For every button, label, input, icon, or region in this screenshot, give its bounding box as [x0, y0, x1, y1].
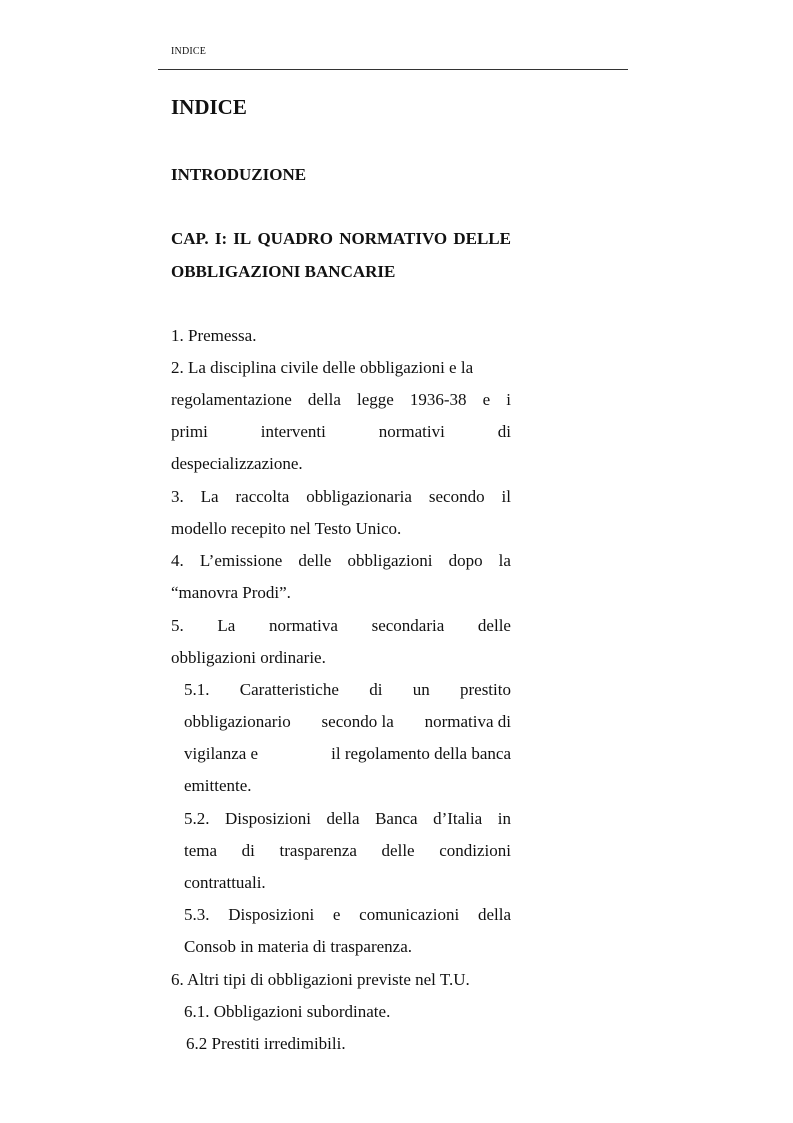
word: di — [369, 680, 383, 699]
word: 1936-38 — [409, 390, 467, 409]
word: della — [326, 809, 360, 828]
word: della — [307, 390, 341, 409]
word: Disposizioni — [225, 809, 311, 828]
word: la — [498, 551, 511, 570]
word: i — [506, 390, 511, 409]
chapter-word: IL — [233, 229, 252, 248]
word: delle — [381, 841, 415, 860]
word: d’Italia — [433, 809, 483, 828]
word: regolamentazione — [171, 390, 292, 409]
toc-entry-6-2[interactable]: 6.2 Prestiti irredimibili. — [186, 1034, 346, 1053]
toc-entry-3-line1[interactable] — [171, 487, 511, 507]
chapter-word: I: — [214, 229, 228, 248]
toc-entry-5-line2[interactable]: obbligazioni ordinarie. — [171, 648, 326, 667]
word: comunicazioni — [359, 905, 460, 924]
word: La — [200, 487, 219, 506]
toc-entry-4-line1[interactable] — [171, 551, 511, 571]
toc-entry-2-line2[interactable] — [171, 390, 511, 410]
word: obbligazionario — [184, 712, 291, 731]
chapter-word: NORMATIVO — [339, 229, 448, 248]
word: raccolta — [235, 487, 290, 506]
toc-entry-5-1-line1[interactable] — [184, 680, 511, 700]
toc-entry-5-2-line1[interactable] — [184, 809, 511, 829]
toc-entry-2-line3[interactable] — [171, 422, 511, 442]
chapter-title-cont: OBBLIGAZIONI BANCARIE — [171, 262, 396, 281]
word: L’emissione — [199, 551, 283, 570]
toc-entry-3-line2[interactable]: modello recepito nel Testo Unico. — [171, 519, 402, 538]
toc-entry-6-1[interactable]: 6.1. Obbligazioni subordinate. — [184, 1002, 391, 1021]
word: interventi — [260, 422, 326, 441]
toc-entry-5-1-line2[interactable] — [184, 712, 511, 732]
toc-introduction-text: INTRODUZIONE — [171, 165, 307, 184]
word: trasparenza — [279, 841, 357, 860]
toc-entry-5-3-line2[interactable]: Consob in materia di trasparenza. — [184, 937, 413, 956]
word: il — [501, 487, 511, 506]
word: obbligazioni — [347, 551, 433, 570]
word: Caratteristiche — [239, 680, 339, 699]
running-head — [171, 46, 206, 57]
header-rule — [158, 69, 628, 70]
word: tema — [184, 841, 218, 860]
word: 4. — [171, 551, 184, 570]
word: e — [332, 905, 341, 924]
word: normativi — [378, 422, 445, 441]
word: Disposizioni — [228, 905, 315, 924]
chapter-word: QUADRO — [257, 229, 334, 248]
word: condizioni — [439, 841, 511, 860]
word: delle — [477, 616, 511, 635]
toc-entry-5-line1[interactable] — [171, 616, 511, 636]
word: 5.2. — [184, 809, 210, 828]
word: legge — [357, 390, 394, 409]
word: della — [477, 905, 511, 924]
word: normativa di — [424, 712, 511, 731]
word: delle — [298, 551, 332, 570]
running-head-text: INDICE — [171, 46, 207, 57]
chapter-word: DELLE — [453, 229, 511, 248]
toc-entry-4-line2[interactable]: “manovra Prodi”. — [171, 583, 291, 602]
word: primi — [171, 422, 208, 441]
word: Banca — [375, 809, 418, 828]
toc-chapter-1-line1[interactable] — [171, 229, 511, 249]
word: secondo la — [321, 712, 394, 731]
toc-entry-5-3-line1[interactable] — [184, 905, 511, 925]
word: 3. — [171, 487, 184, 506]
toc-introduction[interactable] — [171, 165, 306, 185]
word: in — [497, 809, 511, 828]
word: di — [241, 841, 255, 860]
toc-entry-5-1-line3[interactable] — [184, 744, 511, 764]
toc-entry-5-2-line2[interactable] — [184, 841, 511, 861]
toc-chapter-1-line2[interactable] — [171, 262, 395, 282]
word: un — [412, 680, 430, 699]
word: 5.3. — [184, 905, 210, 924]
toc-entry-5-1-line4[interactable]: emittente. — [184, 776, 252, 795]
word: secondo — [428, 487, 485, 506]
word: dopo — [448, 551, 483, 570]
word: 5. — [171, 616, 184, 635]
word: il regolamento della banca — [331, 744, 511, 763]
toc-entry-1[interactable]: 1. Premessa. — [171, 326, 257, 345]
chapter-word: CAP. — [171, 229, 209, 248]
toc-entry-6[interactable]: 6. Altri tipi di obbligazioni previste nel T.U. — [171, 970, 470, 989]
word: e — [482, 390, 491, 409]
page-title-text: INDICE — [171, 95, 247, 119]
word: 5.1. — [184, 680, 210, 699]
word: obbligazionaria — [306, 487, 412, 506]
word: normativa — [269, 616, 338, 635]
toc-entry-2-line4[interactable]: despecializzazione. — [171, 454, 303, 473]
word: vigilanza e — [184, 744, 259, 763]
word: La — [217, 616, 236, 635]
word: secondaria — [371, 616, 445, 635]
page-title — [171, 95, 247, 120]
toc-entry-2-line1[interactable]: 2. La disciplina civile delle obbligazioni e la — [171, 358, 474, 377]
word: di — [497, 422, 511, 441]
toc-entry-5-2-line3[interactable]: contrattuali. — [184, 873, 266, 892]
word: prestito — [459, 680, 511, 699]
